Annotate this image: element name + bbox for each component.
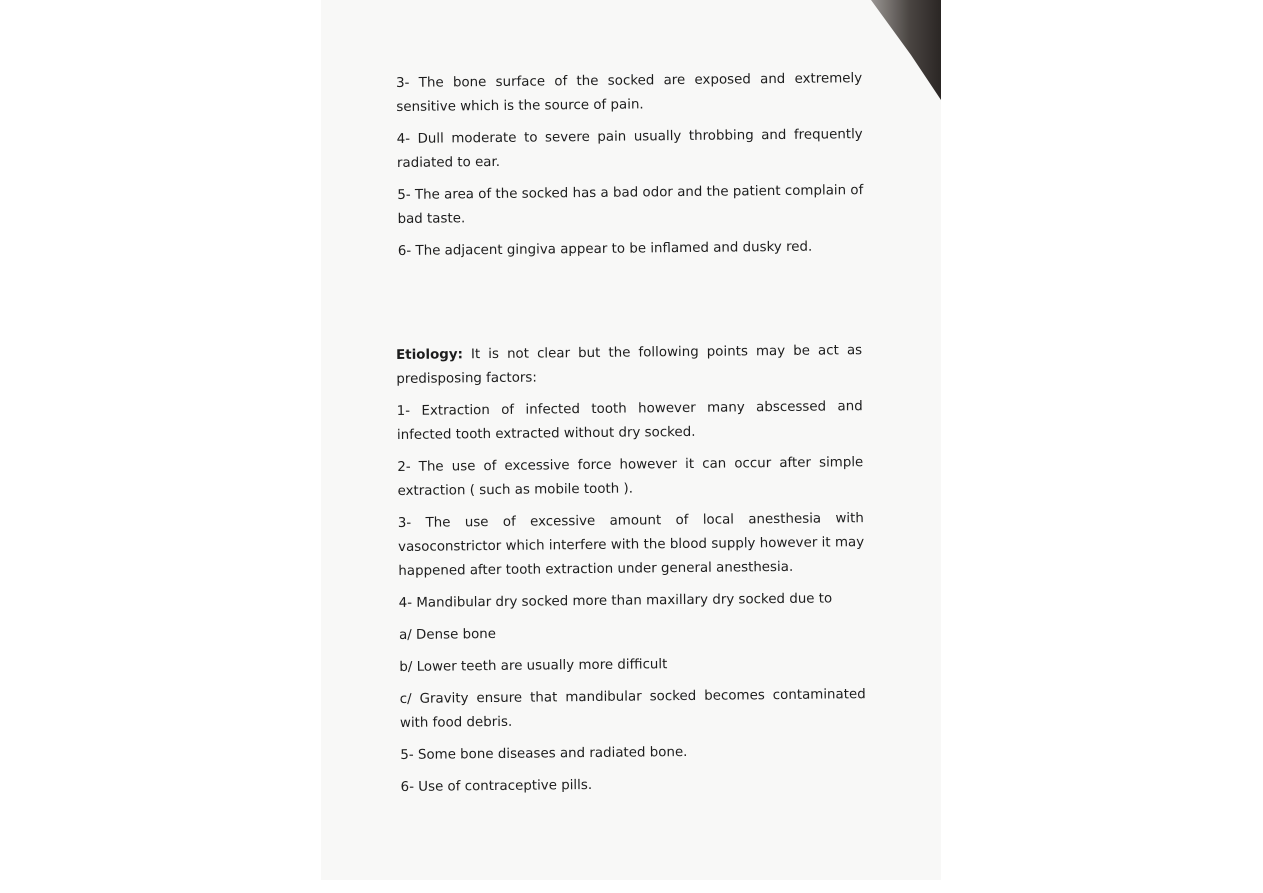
etiology-intro-text: It is not clear but the following points may be act as predisposing factors: [396, 343, 863, 387]
scanned-page [321, 0, 941, 880]
etiology-item-4: 4- Mandibular dry socked more than maxillary dry socked due to [398, 591, 833, 611]
etiology-heading: Etiology: [396, 347, 463, 363]
symptom-item-3: 3- The bone surface of the socked are exposed and extremely sensitive which is the source of pain. [396, 71, 863, 115]
etiology-intro [396, 339, 862, 392]
etiology-item-1: 1- Extraction of infected tooth however many abscessed and infected tooth extracted without dry socked. [396, 399, 863, 443]
etiology-item-5: 5- Some bone diseases and radiated bone. [400, 744, 688, 763]
symptom-item-4: 4- Dull moderate to severe pain usually throbbing and frequently radiated to ear. [396, 127, 863, 171]
etiology-item-3: 3- The use of excessive amount of local anesthesia with vasoconstrictor which interfere with the blood supply however it may happened after tooth extraction under general anesthesia. [397, 511, 865, 579]
etiology-sub-c: c/ Gravity ensure that mandibular socked becomes contaminated with food debris. [399, 687, 866, 731]
etiology-sub-a: a/ Dense bone [398, 626, 497, 643]
etiology-section [396, 339, 867, 808]
etiology-item-2: 2- The use of excessive force however it can occur after simple extraction ( such as mobile tooth ). [397, 455, 864, 499]
etiology-sub-b: b/ Lower teeth are usually more difficult [399, 657, 668, 675]
symptom-item-6: 6- The adjacent gingiva appear to be inflamed and dusky red. [397, 239, 813, 259]
folded-corner-shadow [871, 0, 941, 100]
symptoms-list [396, 67, 864, 272]
symptom-item-5: 5- The area of the socked has a bad odor and the patient complain of bad taste. [397, 183, 864, 227]
etiology-item-6: 6- Use of contraceptive pills. [400, 777, 593, 795]
